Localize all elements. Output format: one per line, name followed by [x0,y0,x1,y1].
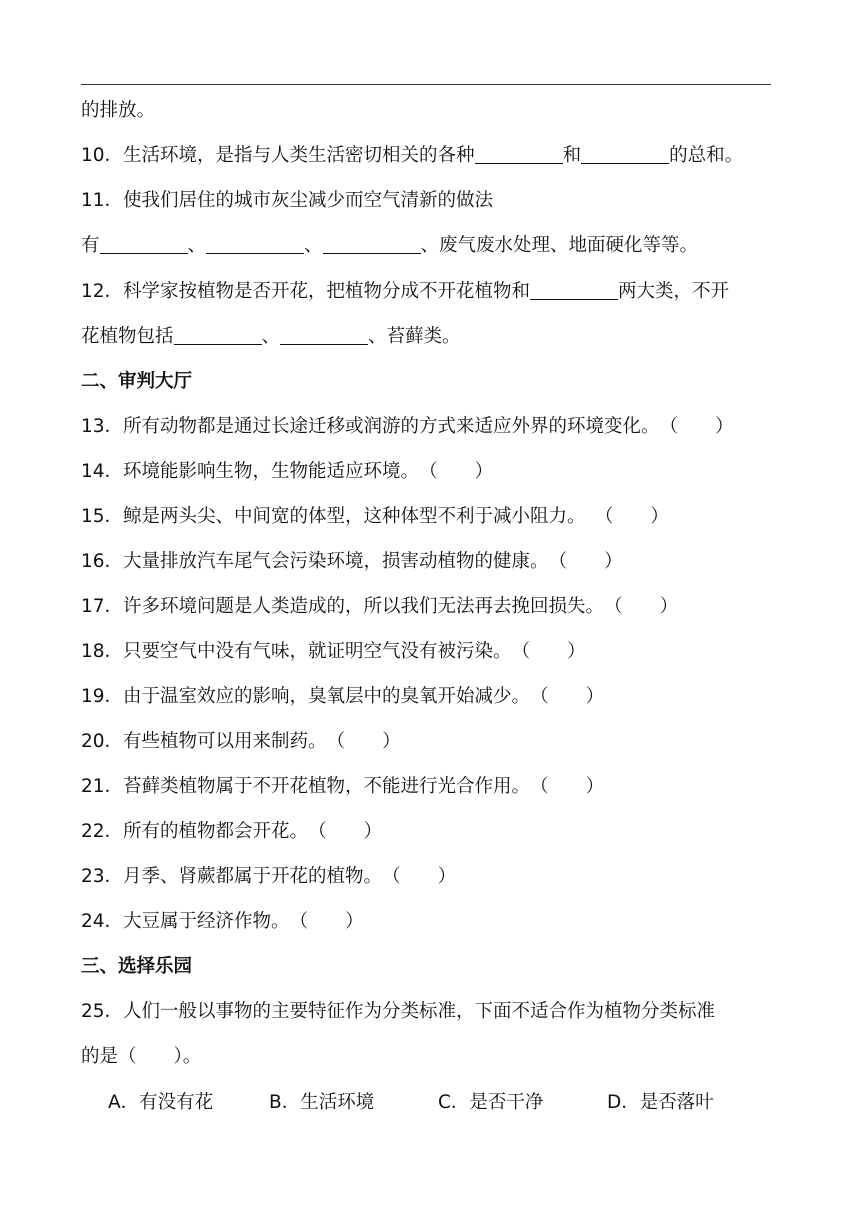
option-d[interactable]: D．是否落叶 [607,1092,714,1113]
judgment-question-19: 19．由于温室效应的影响，臭氧层中的臭氧开始减少。（ ） [81,681,604,713]
answer-blank[interactable] [100,252,188,254]
option-a[interactable]: A．有没有花 [108,1092,214,1113]
question-11 [81,185,493,217]
choice-question-25 [81,996,715,1028]
judgment-question-15: 15．鲸是两头尖、中间宽的体型，这种体型不利于减小阻力。 （ ） [81,501,669,533]
answer-parentheses[interactable]: （ ） [419,461,494,482]
question-12: 12．科学家按植物是否开花，把植物分成不开花植物和 两大类，不开 [81,281,730,302]
answer-blank[interactable] [206,252,304,254]
answer-parentheses[interactable]: （ ） [548,551,623,572]
answer-parentheses[interactable]: （ ） [289,911,364,932]
section-2-heading: 二、审判大厅 [81,371,193,392]
answer-parentheses[interactable]: （ ） [530,686,605,707]
answer-blank[interactable] [174,343,262,345]
question-number: 10． [81,145,124,166]
answer-parentheses[interactable]: （ ） [530,776,605,797]
judgment-question-14: 14．环境能影响生物，生物能适应环境。（ ） [81,456,493,488]
answer-parentheses[interactable]: （ ） [594,506,669,527]
choice-question-25-line2: 的是（ ）。 [81,1046,202,1067]
judgment-question-17: 17．许多环境问题是人类造成的，所以我们无法再去挽回损失。（ ） [81,591,678,623]
question-11-line2: 有 、 、 、废气废水处理、地面硬化等等。 [81,235,699,256]
judgment-question-20: 20．有些植物可以用来制药。（ ） [81,726,401,758]
section-3-heading: 三、选择乐园 [81,956,193,977]
judgment-question-21: 21．苔藓类植物属于不开花植物，不能进行光合作用。（ ） [81,771,604,803]
header-rule [81,84,771,85]
answer-parentheses[interactable]: （ ） [326,731,401,752]
question-text: 12．科学家按植物是否开花，把植物分成不开花植物和 [81,281,531,302]
question-text: 11．使我们居住的城市灰尘减少而空气清新的做法 [81,190,494,211]
answer-blank[interactable] [581,162,669,164]
judgment-question-23: 23．月季、肾蕨都属于开花的植物。（ ） [81,861,456,893]
option-b[interactable]: B．生活环境 [269,1092,375,1113]
answer-parentheses[interactable]: （ ） [604,596,679,617]
answer-blank[interactable] [280,343,368,345]
question-text: 25．人们一般以事物的主要特征作为分类标准，下面不适合作为植物分类标准 [81,1001,716,1022]
judgment-question-16: 16．大量排放汽车尾气会污染环境，损害动植物的健康。（ ） [81,546,623,578]
question-text: 生活环境，是指与人类生活密切相关的各种 [123,145,475,166]
answer-parentheses[interactable]: （ ） [511,641,586,662]
judgment-question-22: 22．所有的植物都会开花。（ ） [81,816,382,848]
question-9-tail: 的排放。 [81,100,156,121]
answer-parentheses[interactable]: （ ） [382,866,457,887]
answer-blank[interactable] [323,252,421,254]
judgment-question-24: 24．大豆属于经济作物。（ ） [81,906,364,938]
option-c[interactable]: C．是否干净 [438,1092,544,1113]
answer-blank[interactable] [530,298,618,300]
answer-blank[interactable] [475,162,563,164]
judgment-question-13: 13．所有动物都是通过长途迁移或润游的方式来适应外界的环境变化。（ ） [81,411,734,443]
question-12-line2: 花植物包括 、 、苔藓类。 [81,326,461,347]
answer-parentheses[interactable]: （ ） [659,416,734,437]
answer-parentheses[interactable]: （ ） [308,821,383,842]
judgment-question-18: 18．只要空气中没有气味，就证明空气没有被污染。（ ） [81,636,586,668]
question-10: 10．生活环境，是指与人类生活密切相关的各种 和 的总和。 [81,145,744,166]
